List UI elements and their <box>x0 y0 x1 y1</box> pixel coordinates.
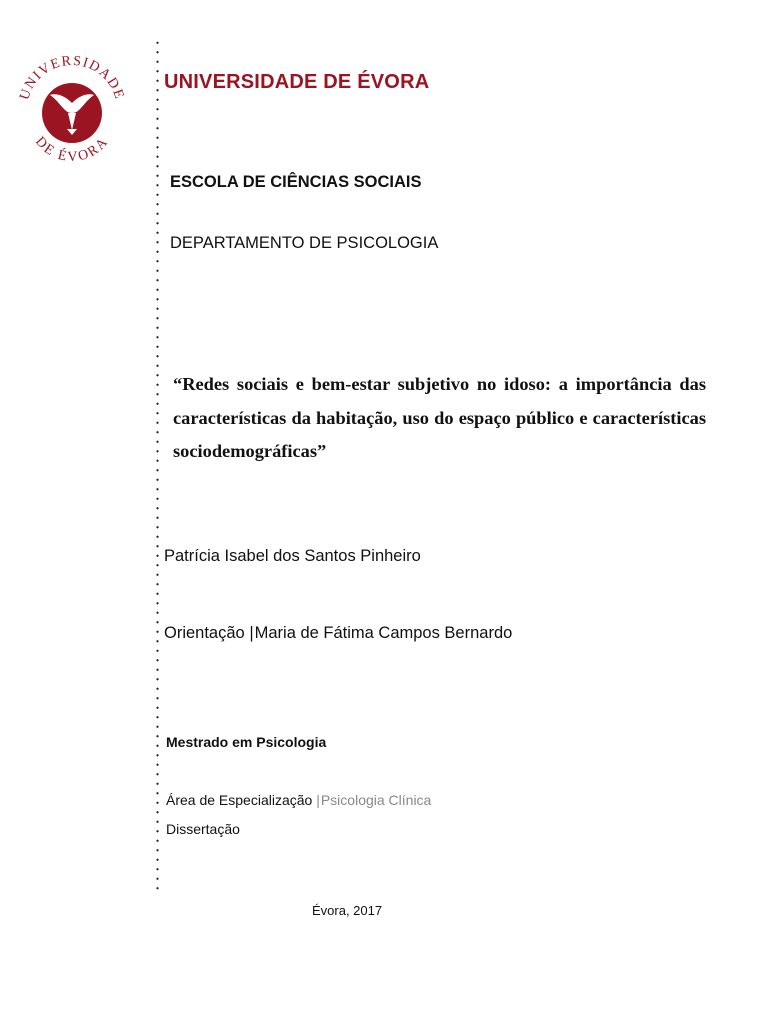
logo-arc-text-bottom: DE ÉVORA <box>32 134 112 166</box>
advisor-line <box>164 624 512 643</box>
degree-name: Mestrado em Psicologia <box>166 734 327 750</box>
place-and-year: Évora, 2017 <box>312 903 383 918</box>
specialization-label: Área de Especialização <box>166 792 313 808</box>
university-logo <box>12 55 132 167</box>
specialization-value: Psicologia Clínica <box>320 792 432 808</box>
dotted-margin-line <box>156 38 159 894</box>
advisor-separator: | <box>249 624 254 642</box>
advisor-label: Orientação <box>164 624 245 642</box>
document-type: Dissertação <box>166 821 240 837</box>
university-name: UNIVERSIDADE DE ÉVORA <box>164 71 430 93</box>
school-name: ESCOLA DE CIÊNCIAS SOCIAIS <box>170 173 422 191</box>
author-name: Patrícia Isabel dos Santos Pinheiro <box>164 547 421 565</box>
logo-arc-text-top: UNIVERSIDADE <box>17 55 127 102</box>
specialization-separator: | <box>316 792 320 808</box>
department-name: DEPARTAMENTO DE PSICOLOGIA <box>170 234 439 252</box>
advisor-name: Maria de Fátima Campos Bernardo <box>254 624 513 642</box>
thesis-title: “Redes sociais e bem-estar subjetivo no idoso: a importância das características da habitação, uso do espaço público e características sociodemográficas” <box>173 374 706 461</box>
specialization-line <box>166 792 431 808</box>
